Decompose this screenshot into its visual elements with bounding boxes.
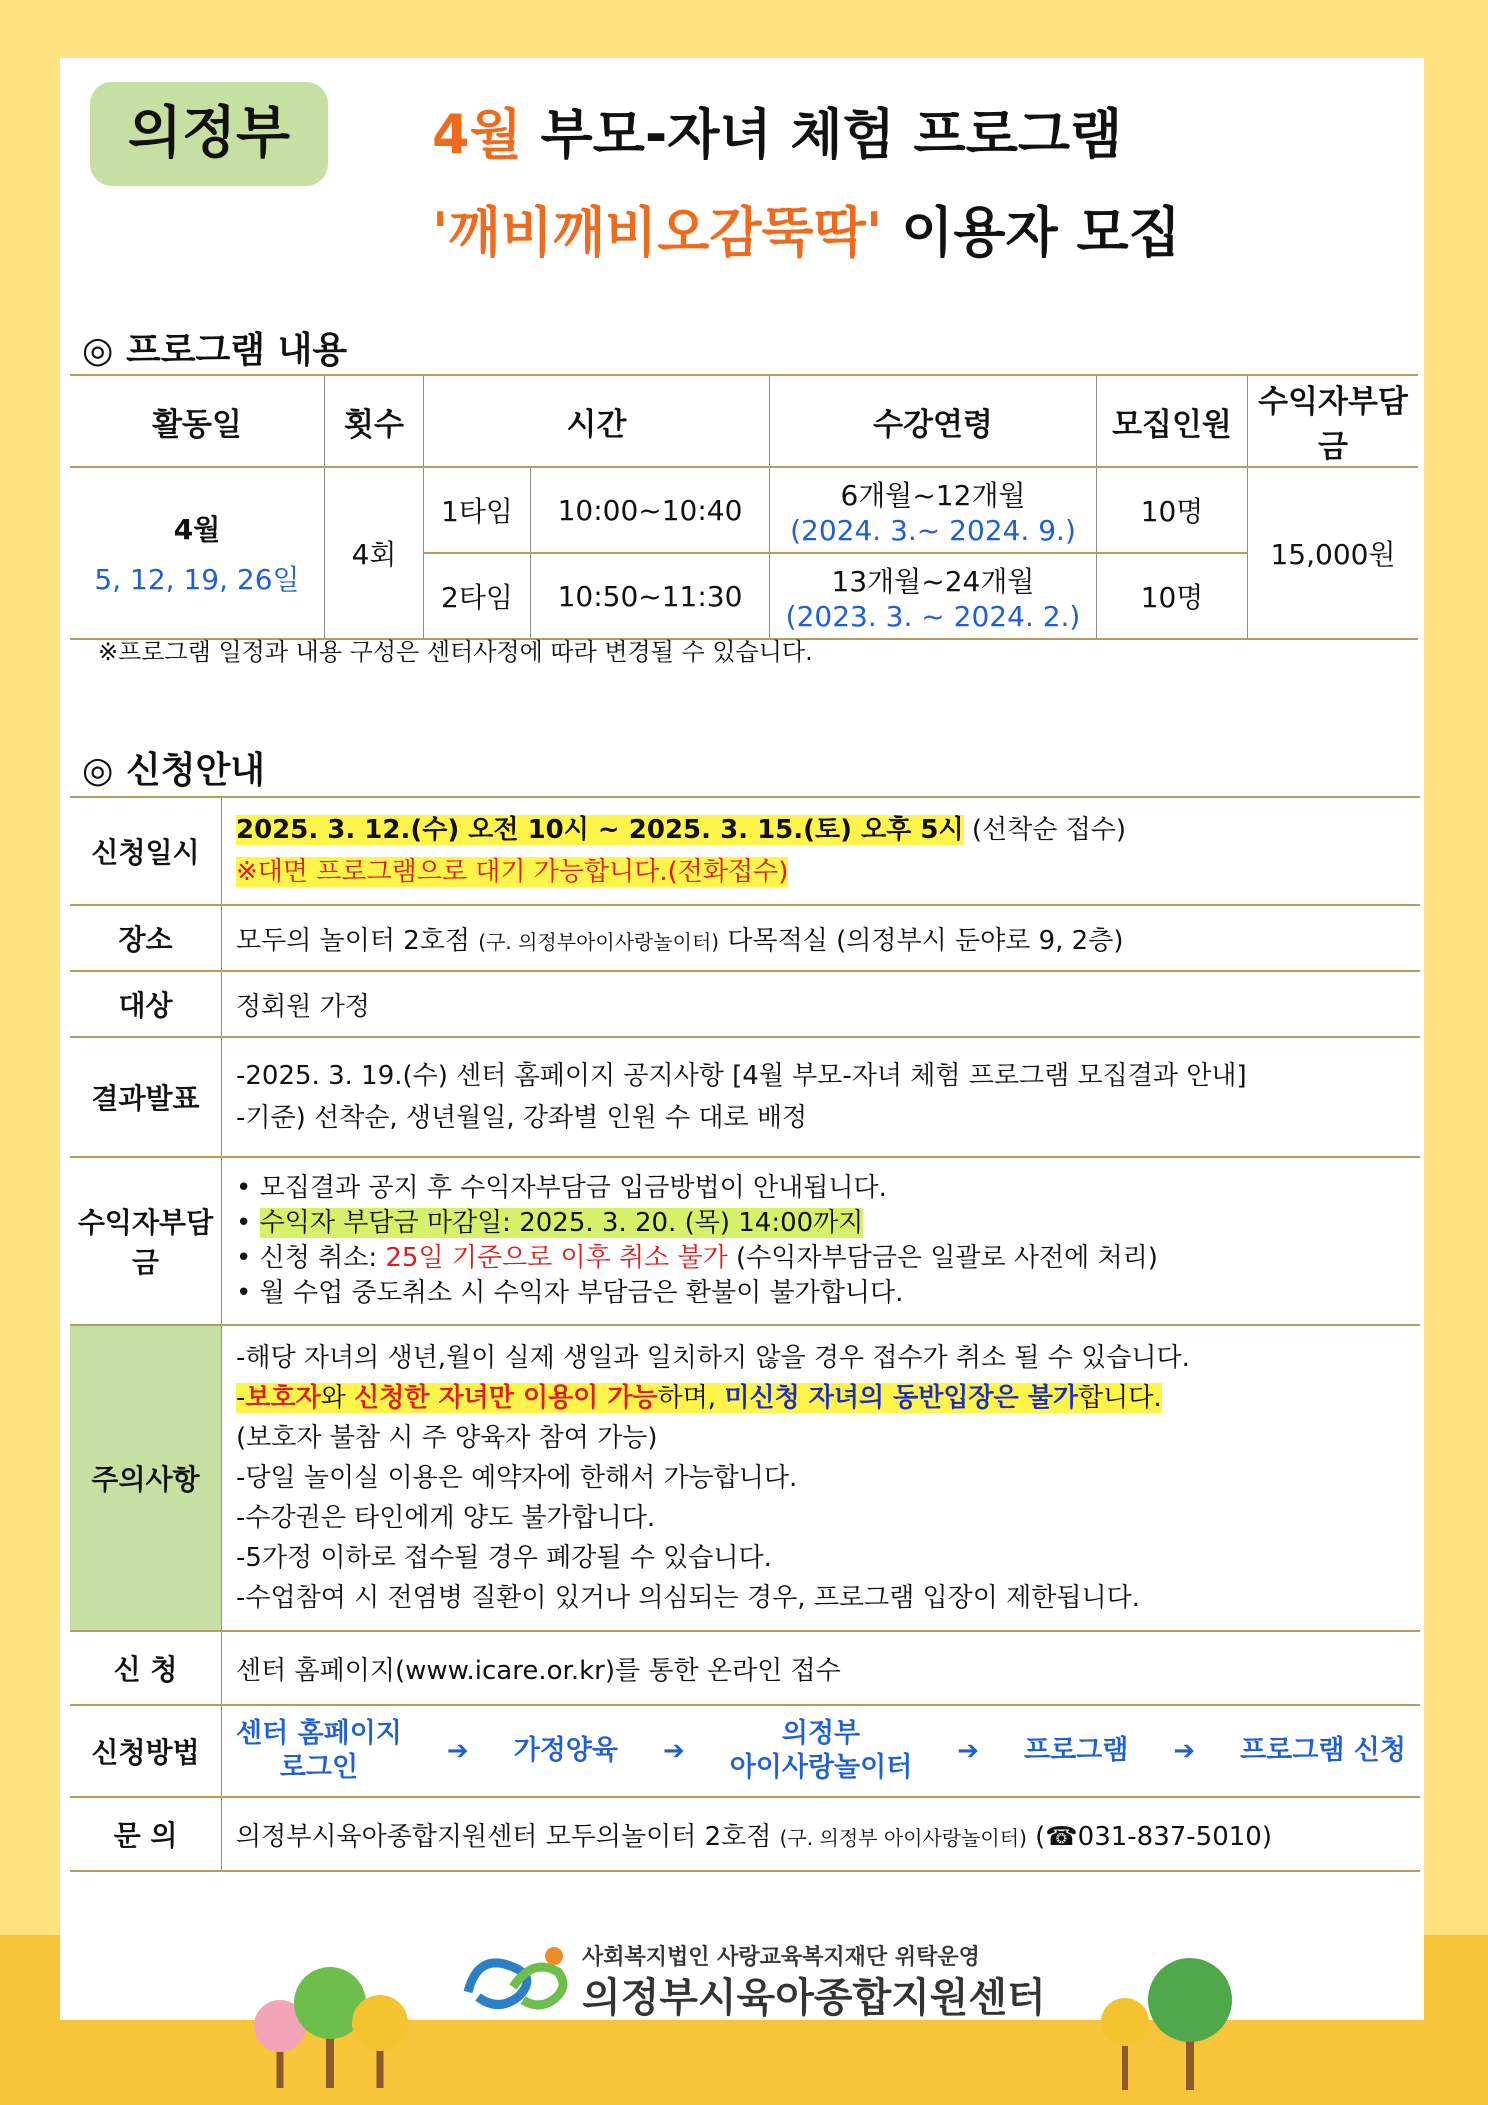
apply-info-table bbox=[70, 796, 1420, 1872]
result-row bbox=[70, 1037, 1420, 1157]
caution-value bbox=[222, 1325, 1421, 1631]
period-note: ※대면 프로그램으로 대기 가능합니다.(전화접수) bbox=[236, 857, 789, 887]
contact-row bbox=[70, 1797, 1420, 1871]
slot-type: 2타임 bbox=[424, 553, 531, 639]
caution-line: -5가정 이하로 접수될 경우 폐강될 수 있습니다. bbox=[236, 1543, 772, 1573]
table-row bbox=[70, 467, 1418, 553]
caution-guardian: 보호자 bbox=[245, 1383, 321, 1413]
slot-age-cell bbox=[770, 553, 1097, 639]
slot-age: 13개월~24개월 bbox=[831, 564, 1035, 598]
program-table bbox=[70, 374, 1418, 640]
fee-deadline: 수익자 부담금 마감일: 2025. 3. 20. (목) 14:00까지 bbox=[259, 1208, 864, 1238]
period-highlight: 2025. 3. 12.(수) 오전 10시 ~ 2025. 3. 15.(토) 오후 5시 bbox=[236, 815, 964, 845]
arrow-right-icon: ➔ bbox=[446, 1736, 469, 1766]
footer-center-name: 의정부시육아종합지원센터 bbox=[582, 1975, 1046, 2021]
poster-title-line1 bbox=[432, 92, 1122, 169]
activity-month: 4월 bbox=[173, 513, 221, 546]
header-age: 수강연령 bbox=[770, 375, 1097, 467]
fee-line: • 월 수업 중도취소 시 수익자 부담금은 환불이 불가합니다. bbox=[236, 1278, 904, 1308]
slot-age: 6개월~12개월 bbox=[840, 478, 1026, 512]
caution-line: -수업참여 시 전염병 질환이 있거나 의심되는 경우, 프로그램 입장이 제한됩니다. bbox=[236, 1583, 1141, 1613]
period-value bbox=[222, 797, 1421, 905]
header-date: 활동일 bbox=[70, 375, 325, 467]
place-row bbox=[70, 905, 1420, 971]
table-header-row bbox=[70, 375, 1418, 467]
place-rest: 다목적실 (의정부시 둔야로 9, 2층) bbox=[719, 925, 1124, 956]
contact-value bbox=[222, 1797, 1421, 1871]
method-step-apply: 프로그램 신청 bbox=[1240, 1735, 1406, 1766]
method-label: 신청방법 bbox=[70, 1705, 222, 1797]
method-value bbox=[222, 1705, 1421, 1797]
slot-capacity: 10명 bbox=[1097, 467, 1248, 553]
method-step-playground: 의정부 아이사랑놀이터 bbox=[729, 1718, 913, 1783]
arrow-right-icon: ➔ bbox=[662, 1736, 685, 1766]
place-label: 장소 bbox=[70, 905, 222, 971]
caution-line: -당일 놀이실 이용은 예약자에 한해서 가능합니다. bbox=[236, 1463, 798, 1493]
target-value: 정회원 가정 bbox=[222, 971, 1421, 1037]
header-capacity: 모집인원 bbox=[1097, 375, 1248, 467]
method-row bbox=[70, 1705, 1420, 1797]
method-steps bbox=[236, 1717, 1406, 1785]
header-time: 시간 bbox=[424, 375, 770, 467]
apply-label: 신 청 bbox=[70, 1631, 222, 1705]
arrow-right-icon: ➔ bbox=[1173, 1736, 1196, 1766]
apply-row bbox=[70, 1631, 1420, 1705]
slot-age-range: (2023. 3. ~ 2024. 2.) bbox=[785, 599, 1081, 633]
header-fee: 수익자부담금 bbox=[1248, 375, 1419, 467]
session-count: 4회 bbox=[325, 467, 424, 639]
fee-row bbox=[70, 1157, 1420, 1325]
slot-age-range: (2024. 3.~ 2024. 9.) bbox=[790, 513, 1076, 547]
slot-time: 10:50~11:30 bbox=[531, 553, 770, 639]
slot-capacity: 10명 bbox=[1097, 553, 1248, 639]
title-month: 4월 bbox=[432, 103, 522, 166]
caution-line: -해당 자녀의 생년,월이 실제 생일과 일치하지 않을 경우 접수가 취소 될 수 있습니다. bbox=[236, 1343, 1190, 1373]
result-line: -기준) 선착순, 생년월일, 강좌별 인원 수 대로 배정 bbox=[236, 1103, 808, 1133]
period-row bbox=[70, 797, 1420, 905]
caution-line: (보호자 불참 시 주 양육자 참여 가능) bbox=[236, 1423, 658, 1453]
method-step-program: 프로그램 bbox=[1024, 1735, 1129, 1766]
slot-age-cell bbox=[770, 467, 1097, 553]
apply-section-title: ◎ 신청안내 bbox=[82, 750, 266, 791]
caution-line: -수강권은 타인에게 양도 불가합니다. bbox=[236, 1503, 656, 1533]
program-name: '깨비깨비오감뚝딱' bbox=[432, 201, 883, 264]
footer-operator: 사회복지법인 사랑교육복지재단 위탁운영 bbox=[582, 1945, 980, 1970]
fee-line: • 모집결과 공지 후 수익자부담금 입금방법이 안내됩니다. bbox=[236, 1173, 887, 1203]
title-rest: 부모-자녀 체험 프로그램 bbox=[521, 103, 1123, 166]
fee-cancel-suffix: (수익자부담금은 일괄로 사전에 처리) bbox=[727, 1243, 1158, 1273]
period-label: 신청일시 bbox=[70, 797, 222, 905]
arrow-right-icon: ➔ bbox=[957, 1736, 980, 1766]
activity-dates: 5, 12, 19, 26일 bbox=[94, 563, 300, 596]
fee-bullet: • bbox=[236, 1208, 260, 1238]
caution-no-unregistered: 미신청 자녀의 동반입장은 불가 bbox=[724, 1383, 1079, 1413]
target-label: 대상 bbox=[70, 971, 222, 1037]
period-suffix: (선착순 접수) bbox=[963, 815, 1126, 845]
fee-cancel-rule: 25일 기준으로 이후 취소 불가 bbox=[385, 1243, 728, 1273]
fee-label: 수익자부담금 bbox=[70, 1157, 222, 1325]
program-note: ※프로그램 일정과 내용 구성은 센터사정에 따라 변경될 수 있습니다. bbox=[98, 638, 813, 666]
caution-end: 합니다. bbox=[1078, 1383, 1162, 1413]
title-suffix: 이용자 모집 bbox=[882, 201, 1181, 264]
method-step-login: 센터 홈페이지 로그인 bbox=[236, 1718, 402, 1783]
caution-conj: 와 bbox=[320, 1383, 355, 1413]
fee-amount: 15,000원 bbox=[1248, 467, 1419, 639]
place-main: 모두의 놀이터 2호점 bbox=[236, 925, 479, 956]
fee-cancel-prefix: • 신청 취소: bbox=[236, 1243, 386, 1273]
result-value bbox=[222, 1037, 1421, 1157]
contact-main: 의정부시육아종합지원센터 모두의놀이터 2호점 bbox=[236, 1821, 780, 1852]
contact-label: 문 의 bbox=[70, 1797, 222, 1871]
slot-type: 1타임 bbox=[424, 467, 531, 553]
tree-cluster-left-icon bbox=[245, 1958, 425, 2088]
fee-value bbox=[222, 1157, 1421, 1325]
poster-title-line2 bbox=[432, 190, 1181, 267]
caution-line-highlight bbox=[236, 1378, 1406, 1418]
contact-phone: (☎031-837-5010) bbox=[1026, 1821, 1272, 1852]
place-old-name: (구. 의정부아이사랑놀이터) bbox=[478, 929, 720, 954]
place-value bbox=[222, 905, 1421, 971]
caution-row bbox=[70, 1325, 1420, 1631]
result-label: 결과발표 bbox=[70, 1037, 222, 1157]
header-count: 횟수 bbox=[325, 375, 424, 467]
caution-label: 주의사항 bbox=[70, 1325, 222, 1631]
caution-registered-only: 신청한 자녀만 이용이 가능 bbox=[354, 1383, 658, 1413]
caution-mid: 하며, bbox=[657, 1383, 725, 1413]
method-step-home-care: 가정양육 bbox=[513, 1735, 618, 1766]
program-section-title: ◎ 프로그램 내용 bbox=[82, 330, 348, 371]
contact-old-name: (구. 의정부 아이사랑놀이터) bbox=[779, 1825, 1027, 1850]
target-row bbox=[70, 971, 1420, 1037]
apply-value: 센터 홈페이지(www.icare.or.kr)를 통한 온라인 접수 bbox=[222, 1631, 1421, 1705]
tree-cluster-right-icon bbox=[1090, 1950, 1240, 2090]
slot-time: 10:00~10:40 bbox=[531, 467, 770, 553]
center-logo-icon bbox=[458, 1942, 578, 2012]
region-badge: 의정부 bbox=[90, 82, 328, 186]
caution-dash: - bbox=[236, 1383, 246, 1413]
activity-date-cell bbox=[70, 467, 325, 639]
result-line: -2025. 3. 19.(수) 센터 홈페이지 공지사항 [4월 부모-자녀 체험 프로그램 모집결과 안내] bbox=[236, 1061, 1247, 1091]
